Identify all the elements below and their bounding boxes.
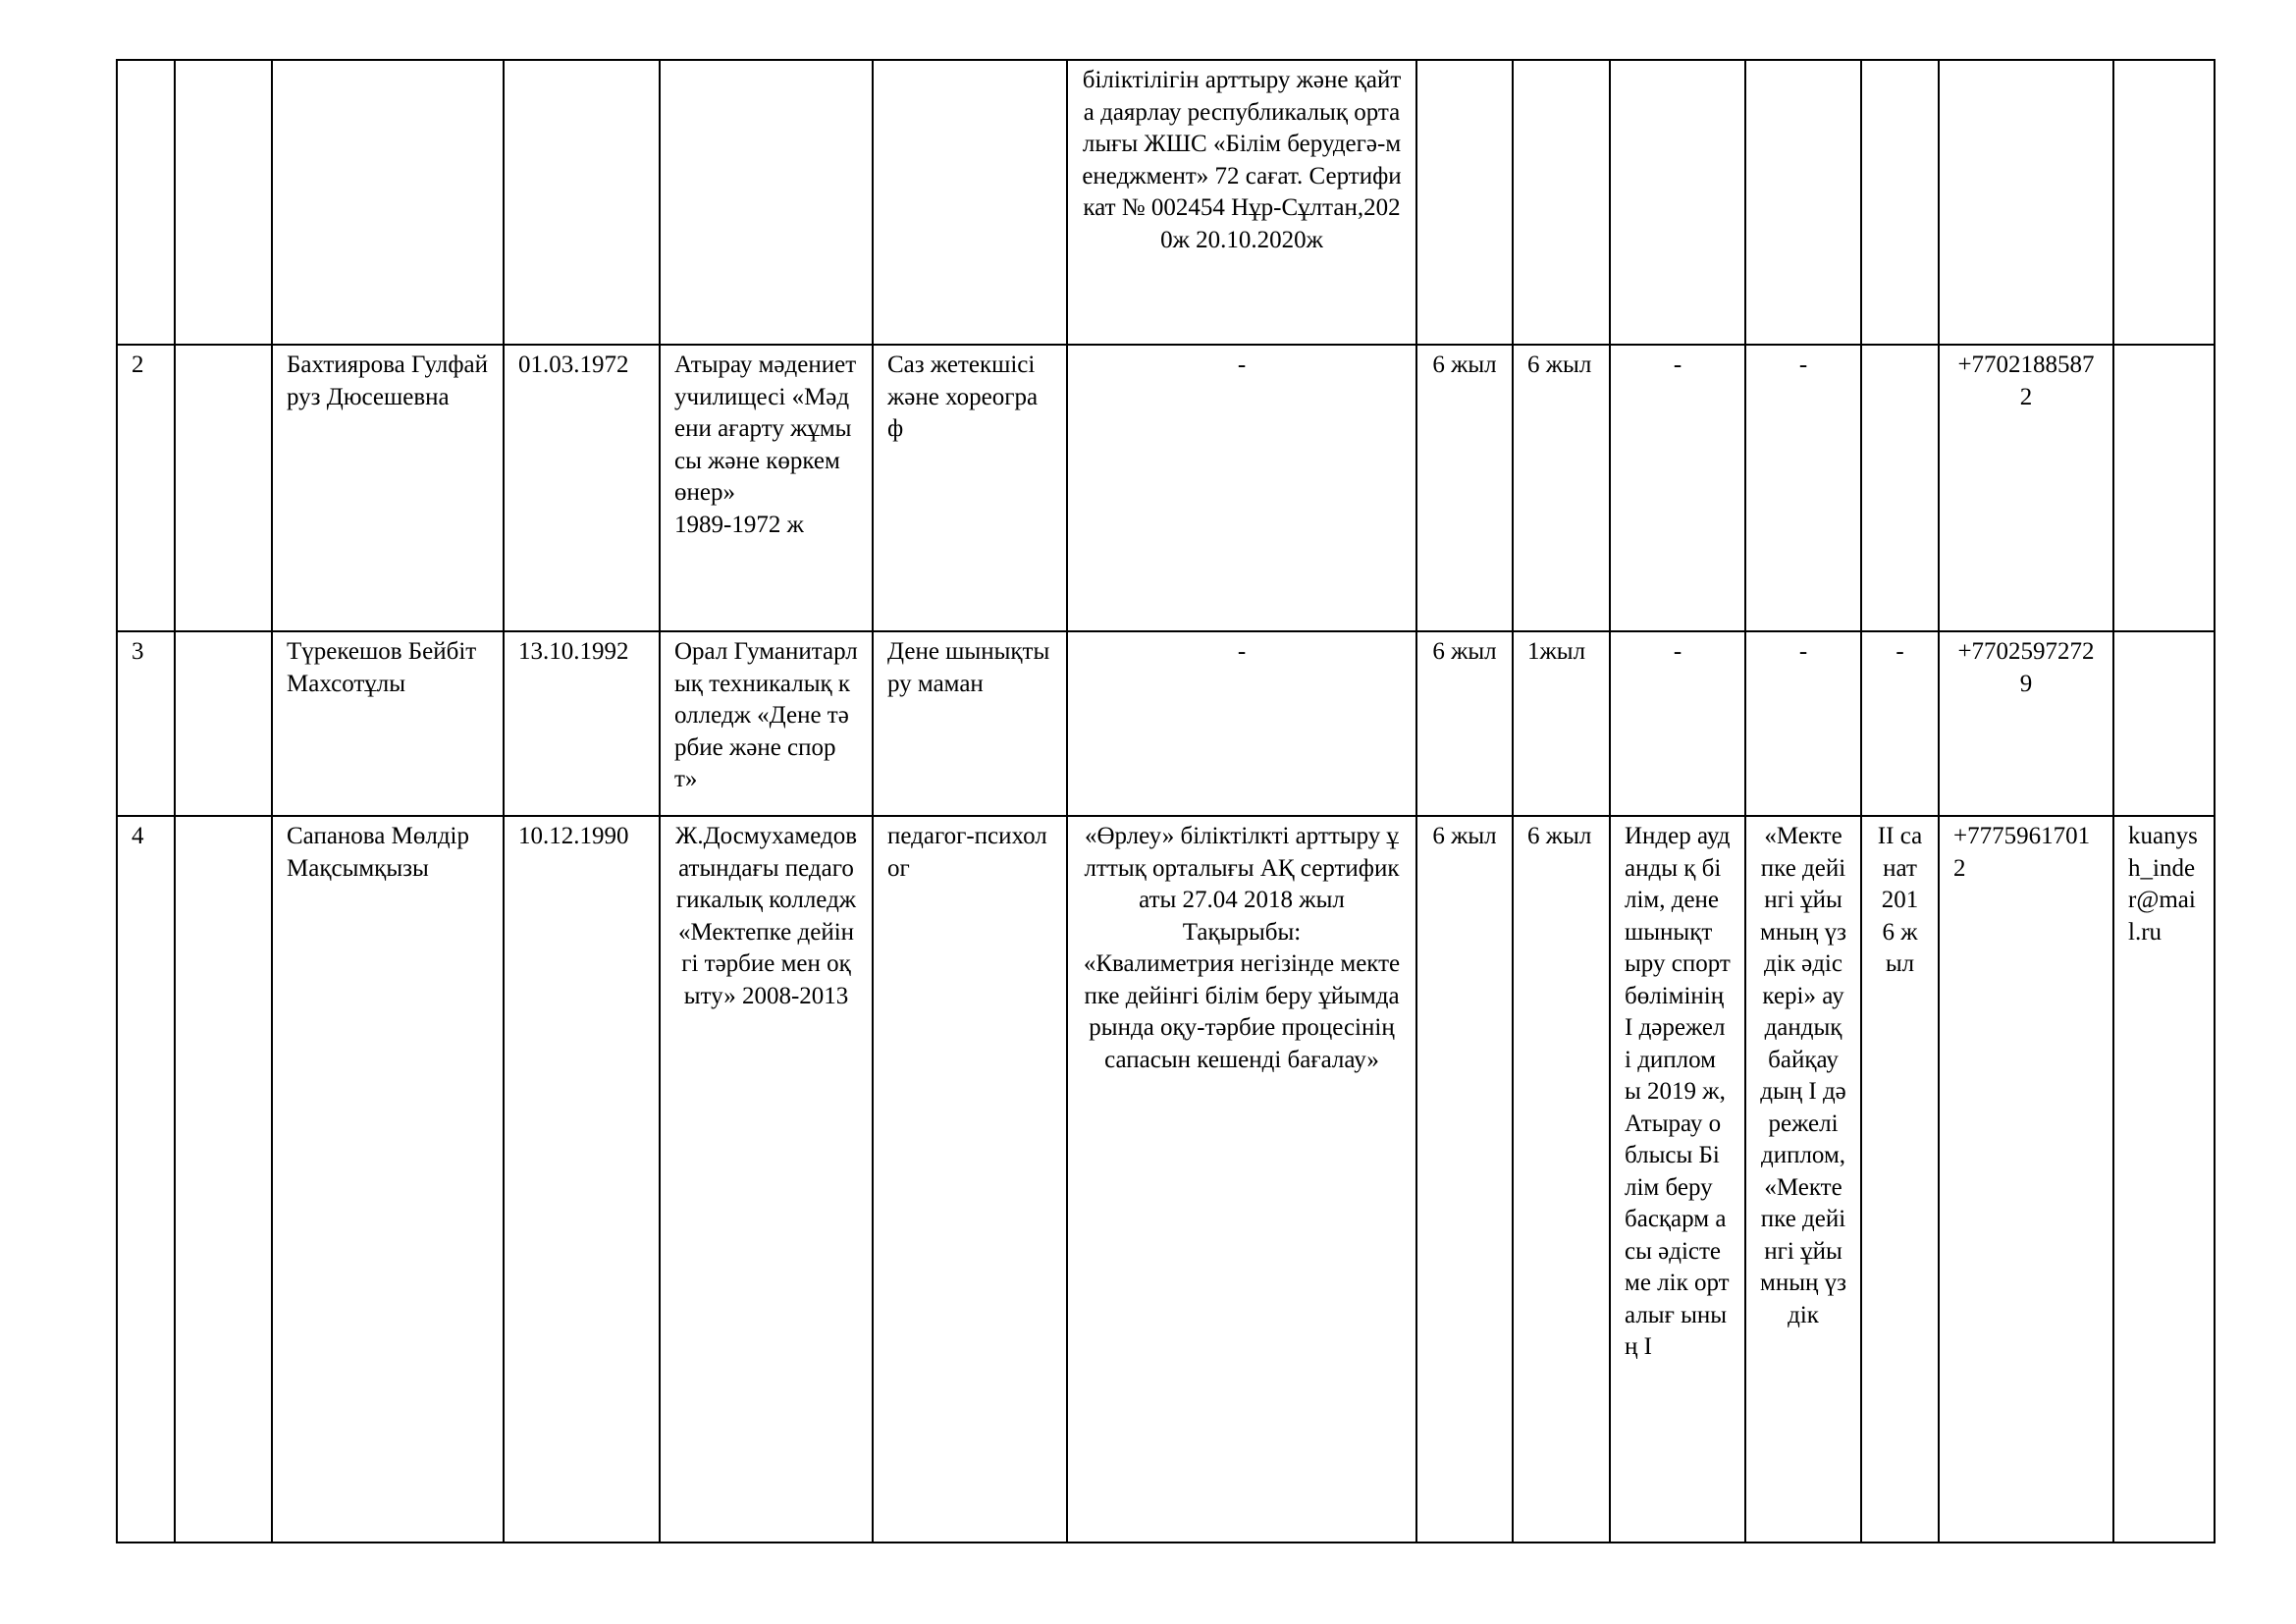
district-awards: - (1610, 631, 1745, 816)
email-address (2113, 345, 2215, 631)
blank-cell (175, 631, 272, 816)
phone-number: +77021885872 (1939, 345, 2113, 631)
courses: «Өрлеу» біліктілкті арттыру ұлттық орталығы АҚ сертификаты 27.04 2018 жыл Тақырыбы: «Квалиметрия негізінде мектепке дейінгі білім беру ұйымдарында оқу-тәрбие процесінің сапасын кешенді бағалау» (1067, 816, 1416, 1543)
total-experience: 6 жыл (1416, 345, 1513, 631)
district-awards: Индер ауданды қ білім, дене шынықт ыру спорт бөлімінің І дәрежелі диплом ы 2019 ж, Атырау облысы Білім беру басқарм асы әдістеме лік орталығ ының І (1610, 816, 1745, 1543)
courses: біліктілігін арттыру және қайта даярлау республикалық орталығы ЖШС «Білім берудегә-менеджмент» 72 сағат. Сертификат № 002454 Нұр-Сұлтан,2020ж 20.10.2020ж (1067, 60, 1416, 345)
full-name: Түрекешов Бейбіт Махсотұлы (272, 631, 504, 816)
education (660, 60, 873, 345)
email-address (2113, 631, 2215, 816)
category: II санат 2016 жыл (1861, 816, 1939, 1543)
teaching-experience: 1жыл (1513, 631, 1610, 816)
table-row (117, 60, 2215, 345)
courses: - (1067, 631, 1416, 816)
row-number: 2 (117, 345, 175, 631)
category (1861, 345, 1939, 631)
birth-date (504, 60, 660, 345)
region-awards: «Мектепке дейінгі ұйымның үздік әдіскері» аудандық байқау дың І дәрежелі диплом, «Мектепке дейінгі ұйымның үздік (1745, 816, 1861, 1543)
full-name: Бахтиярова Гулфайруз Дюсешевна (272, 345, 504, 631)
courses: - (1067, 345, 1416, 631)
table-row (117, 816, 2215, 1543)
full-name: Сапанова Мөлдір Мақсымқызы (272, 816, 504, 1543)
row-number (117, 60, 175, 345)
birth-date: 10.12.1990 (504, 816, 660, 1543)
birth-date: 01.03.1972 (504, 345, 660, 631)
total-experience: 6 жыл (1416, 816, 1513, 1543)
phone-number: +77025972729 (1939, 631, 2113, 816)
category: - (1861, 631, 1939, 816)
education: Ж.Досмухамедов атындағы педагогикалық колледж «Мектепке дейінгі тәрбие мен оқыту» 2008-2013 (660, 816, 873, 1543)
blank-cell (175, 60, 272, 345)
category (1861, 60, 1939, 345)
district-awards: - (1610, 345, 1745, 631)
birth-date: 13.10.1992 (504, 631, 660, 816)
row-number: 3 (117, 631, 175, 816)
region-awards: - (1745, 345, 1861, 631)
education: Орал Гуманитарлық техникалық колледж «Дене тәрбие және спорт» (660, 631, 873, 816)
specialty: Дене шынықтыру маман (873, 631, 1067, 816)
email-address: kuanysh_inder@mail.ru (2113, 816, 2215, 1543)
teaching-experience: 6 жыл (1513, 816, 1610, 1543)
phone-number (1939, 60, 2113, 345)
email-address (2113, 60, 2215, 345)
total-experience (1416, 60, 1513, 345)
staff-table (116, 59, 2216, 1543)
region-awards: - (1745, 631, 1861, 816)
phone-number: +77759617012 (1939, 816, 2113, 1543)
teaching-experience: 6 жыл (1513, 345, 1610, 631)
full-name (272, 60, 504, 345)
blank-cell (175, 345, 272, 631)
total-experience: 6 жыл (1416, 631, 1513, 816)
teaching-experience (1513, 60, 1610, 345)
education: Атырау мәдениет училищесі «Мәдени ағарту жұмысы және көркем өнер» 1989-1972 ж (660, 345, 873, 631)
region-awards (1745, 60, 1861, 345)
blank-cell (175, 816, 272, 1543)
table-row (117, 631, 2215, 816)
specialty (873, 60, 1067, 345)
specialty: педагог-психолог (873, 816, 1067, 1543)
district-awards (1610, 60, 1745, 345)
specialty: Саз жетекшісі және хореограф (873, 345, 1067, 631)
row-number: 4 (117, 816, 175, 1543)
table-row (117, 345, 2215, 631)
